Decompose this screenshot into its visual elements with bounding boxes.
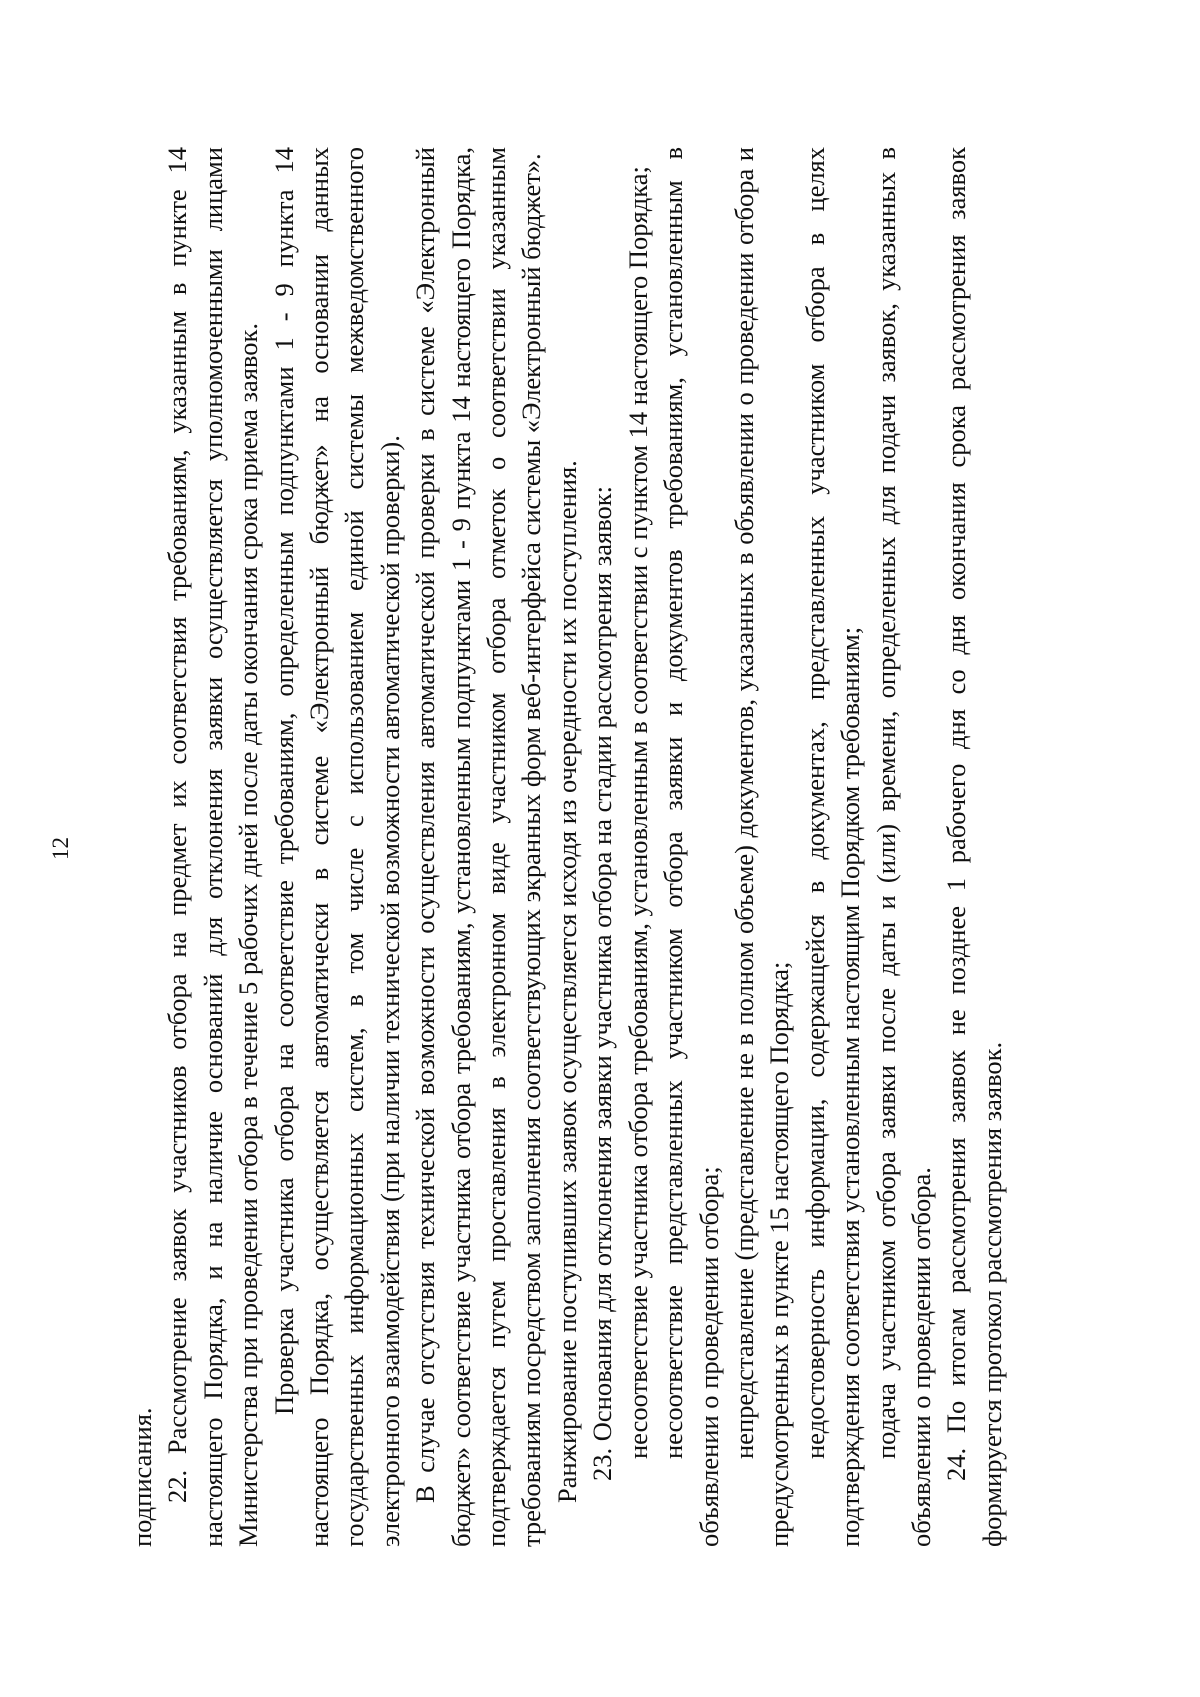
paragraph-ranking: Ранжирование поступивших заявок осуществляется исходя из очередности их поступления. (551, 460, 582, 1503)
list-item-late-submission: подача участником отбора заявки после даты и (или) времени, определенных для подачи заявок, указанных в объявлении о проведении отбора. (870, 147, 936, 1547)
paragraph-22: 22. Рассмотрение заявок участников отбора на предмет их соответствия требованиям, указанным в пункте 14 настоящего Порядка, и на наличие оснований для отклонения заявки осуществляется уполномоченными лицами Министерства при проведении отбора в течение 5 рабочих дней после даты окончания срока приема заявок. (162, 147, 264, 1547)
paragraph-manual-check: В случае отсутствия технической возможности осуществления автоматической проверки в системе «Электронный бюджет» соответствие участника отбора требованиям, установленным подпунктами 1 - 9 пункта 14 настоящего Порядка, подтверждается путем проставления в электронном виде участником отбора отметок о соответствии указанным требованиям посредством заполнения соответствующих экранных форм веб-интерфейса системы «Электронный бюджет». (410, 147, 547, 1547)
paragraph-automatic-check: Проверка участника отбора на соответствие требованиям, определенным подпунктами 1 - 9 пункта 14 настоящего Порядка, осуществляется автоматически в системе «Электронный бюджет» на основании данных государственных информационных систем, в том числе с использованием единой системы межведомственного электронного взаимодействия (при наличии технической возможности автоматической проверки). (268, 147, 405, 1547)
document-body (125, 147, 1010, 1547)
list-item-noncompliance-participant: несоответствие участника отбора требованиям, установленным в соответствии с пунктом 14 настоящего Порядка; (622, 166, 653, 1459)
list-item-nonsubmission: непредставление (представление не в полном объеме) документов, указанных в объявлении о проведении отбора и предусмотренных в пункте 15 настоящего Порядка; (728, 147, 795, 1547)
list-item-noncompliance-documents: несоответствие представленных участником отбора заявки и документов требованиям, установленным в объявлении о проведении отбора; (658, 147, 724, 1547)
paragraph-23: 23. Основания для отклонения заявки участника отбора на стадии рассмотрения заявок: (587, 485, 618, 1481)
page-number: 12 (48, 837, 73, 860)
paragraph-signing-end: подписания. (127, 1407, 157, 1547)
paragraph-24: 24. По итогам рассмотрения заявок не позднее 1 рабочего дня со дня окончания срока рассмотрения заявок формируется протокол рассмотрения заявок. (941, 147, 1007, 1547)
list-item-unreliable-info: недостоверность информации, содержащейся в документах, представленных участником отбора в целях подтверждения соответствия установленным настоящим Порядком требованиям; (799, 147, 866, 1547)
